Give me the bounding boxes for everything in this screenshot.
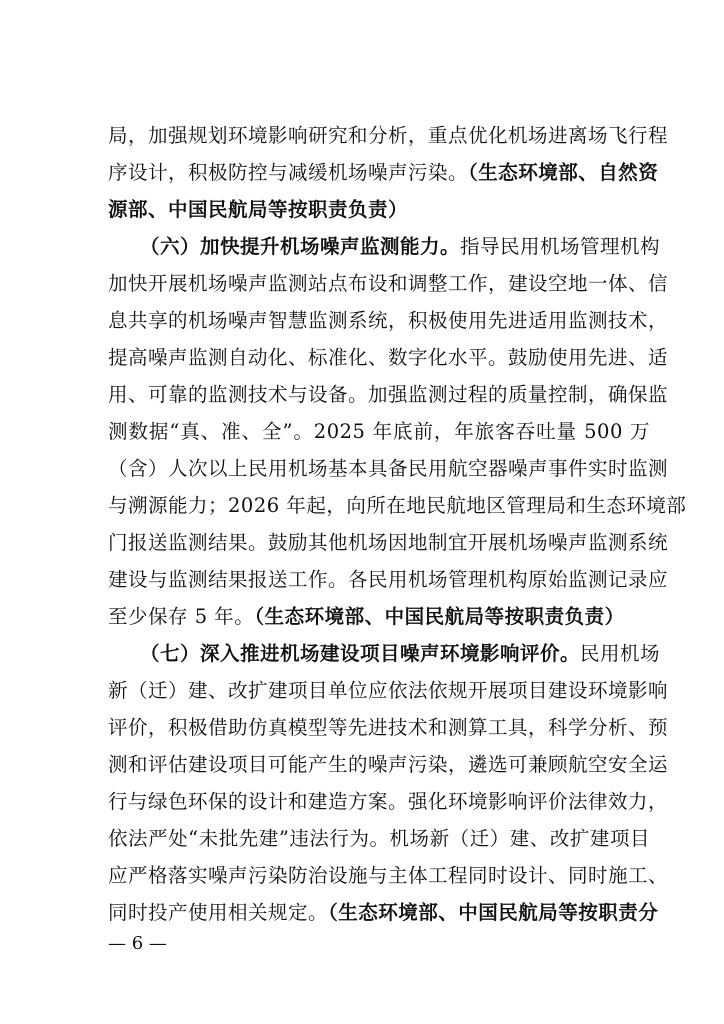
text-run: 建设与监测结果报送工作。各民用机场管理机构原始监测记录应 bbox=[108, 568, 669, 591]
text-run: 新（迁）建、改扩建项目单位应依法依规开展项目建设环境影响 bbox=[108, 679, 669, 702]
text-run: 应严格落实噪声污染防治设施与主体工程同时设计、同时施工、 bbox=[108, 864, 669, 887]
text-line bbox=[108, 858, 669, 894]
text-run: 评价，积极借助仿真模型等先进技术和测算工具，科学分析、预 bbox=[108, 716, 669, 739]
text-run: 息共享的机场噪声智慧监测系统，积极使用先进适用监测技术， bbox=[108, 309, 669, 332]
text-run: 测和评估建设项目可能产生的噪声污染，遴选可兼顾航空安全运 bbox=[108, 753, 669, 776]
text-line bbox=[108, 895, 659, 931]
text-run-bold: （生态环境部、中国民航局等按职责分 bbox=[328, 901, 659, 924]
text-line bbox=[108, 340, 669, 376]
text-line bbox=[108, 525, 669, 561]
text-run: 至少保存 5 年。 bbox=[108, 605, 255, 628]
section-heading: （六）加快提升机场噪声监测能力。 bbox=[140, 235, 461, 258]
text-run-bold: （生态环境部、自然资 bbox=[468, 161, 659, 184]
text-line bbox=[108, 155, 659, 191]
text-run: 测数据“真、准、全”。2025 年底前，年旅客吞吐量 500 万 bbox=[108, 420, 650, 443]
text-line bbox=[108, 414, 650, 450]
text-run: 门报送监测结果。鼓励其他机场因地制宜开展机场噪声监测系统 bbox=[108, 531, 669, 554]
section-heading-line bbox=[140, 636, 661, 672]
text-line bbox=[108, 747, 669, 783]
section-heading-line bbox=[140, 229, 661, 265]
text-run-bold: 源部、中国民航局等按职责负责） bbox=[108, 198, 409, 221]
text-line bbox=[108, 266, 669, 302]
text-line bbox=[108, 303, 669, 339]
text-line bbox=[108, 673, 669, 709]
text-run: 提高噪声监测自动化、标准化、数字化水平。鼓励使用先进、适 bbox=[108, 346, 669, 369]
text-line bbox=[108, 118, 669, 154]
section-heading: （七）深入推进机场建设项目噪声环境影响评价。 bbox=[140, 642, 581, 665]
text-run: 依法严处“未批先建”违法行为。机场新（迁）建、改扩建项目 bbox=[108, 827, 650, 850]
text-run: 局，加强规划环境影响研究和分析，重点优化机场进离场飞行程 bbox=[108, 124, 669, 147]
text-run: 加快开展机场噪声监测站点布设和调整工作，建设空地一体、信 bbox=[108, 272, 669, 295]
text-line bbox=[108, 710, 669, 746]
text-line bbox=[108, 488, 687, 524]
text-run: 指导民用机场管理机构 bbox=[460, 235, 661, 258]
text-line bbox=[108, 821, 650, 857]
text-run: 与溯源能力；2026 年起，向所在地民航地区管理局和生态环境部 bbox=[108, 494, 687, 517]
text-run: 行与绿色环保的设计和建造方案。强化环境影响评价法律效力， bbox=[108, 790, 669, 813]
text-line bbox=[108, 451, 669, 487]
text-run: 用、可靠的监测技术与设备。加强监测过程的质量控制，确保监 bbox=[108, 383, 669, 406]
text-run-bold: （生态环境部、中国民航局等按职责负责） bbox=[254, 605, 625, 628]
text-run: 序设计，积极防控与减缓机场噪声污染。 bbox=[108, 161, 469, 184]
text-line bbox=[108, 784, 669, 820]
text-line bbox=[108, 562, 669, 598]
text-line bbox=[108, 599, 650, 635]
text-run: 同时投产使用相关规定。 bbox=[108, 901, 329, 924]
page-number: — 6 — bbox=[108, 933, 167, 954]
text-run: （含）人次以上民用机场基本具备民用航空器噪声事件实时监测 bbox=[108, 457, 669, 480]
text-line bbox=[108, 192, 650, 228]
text-line bbox=[108, 377, 669, 413]
text-run: 民用机场 bbox=[580, 642, 661, 665]
